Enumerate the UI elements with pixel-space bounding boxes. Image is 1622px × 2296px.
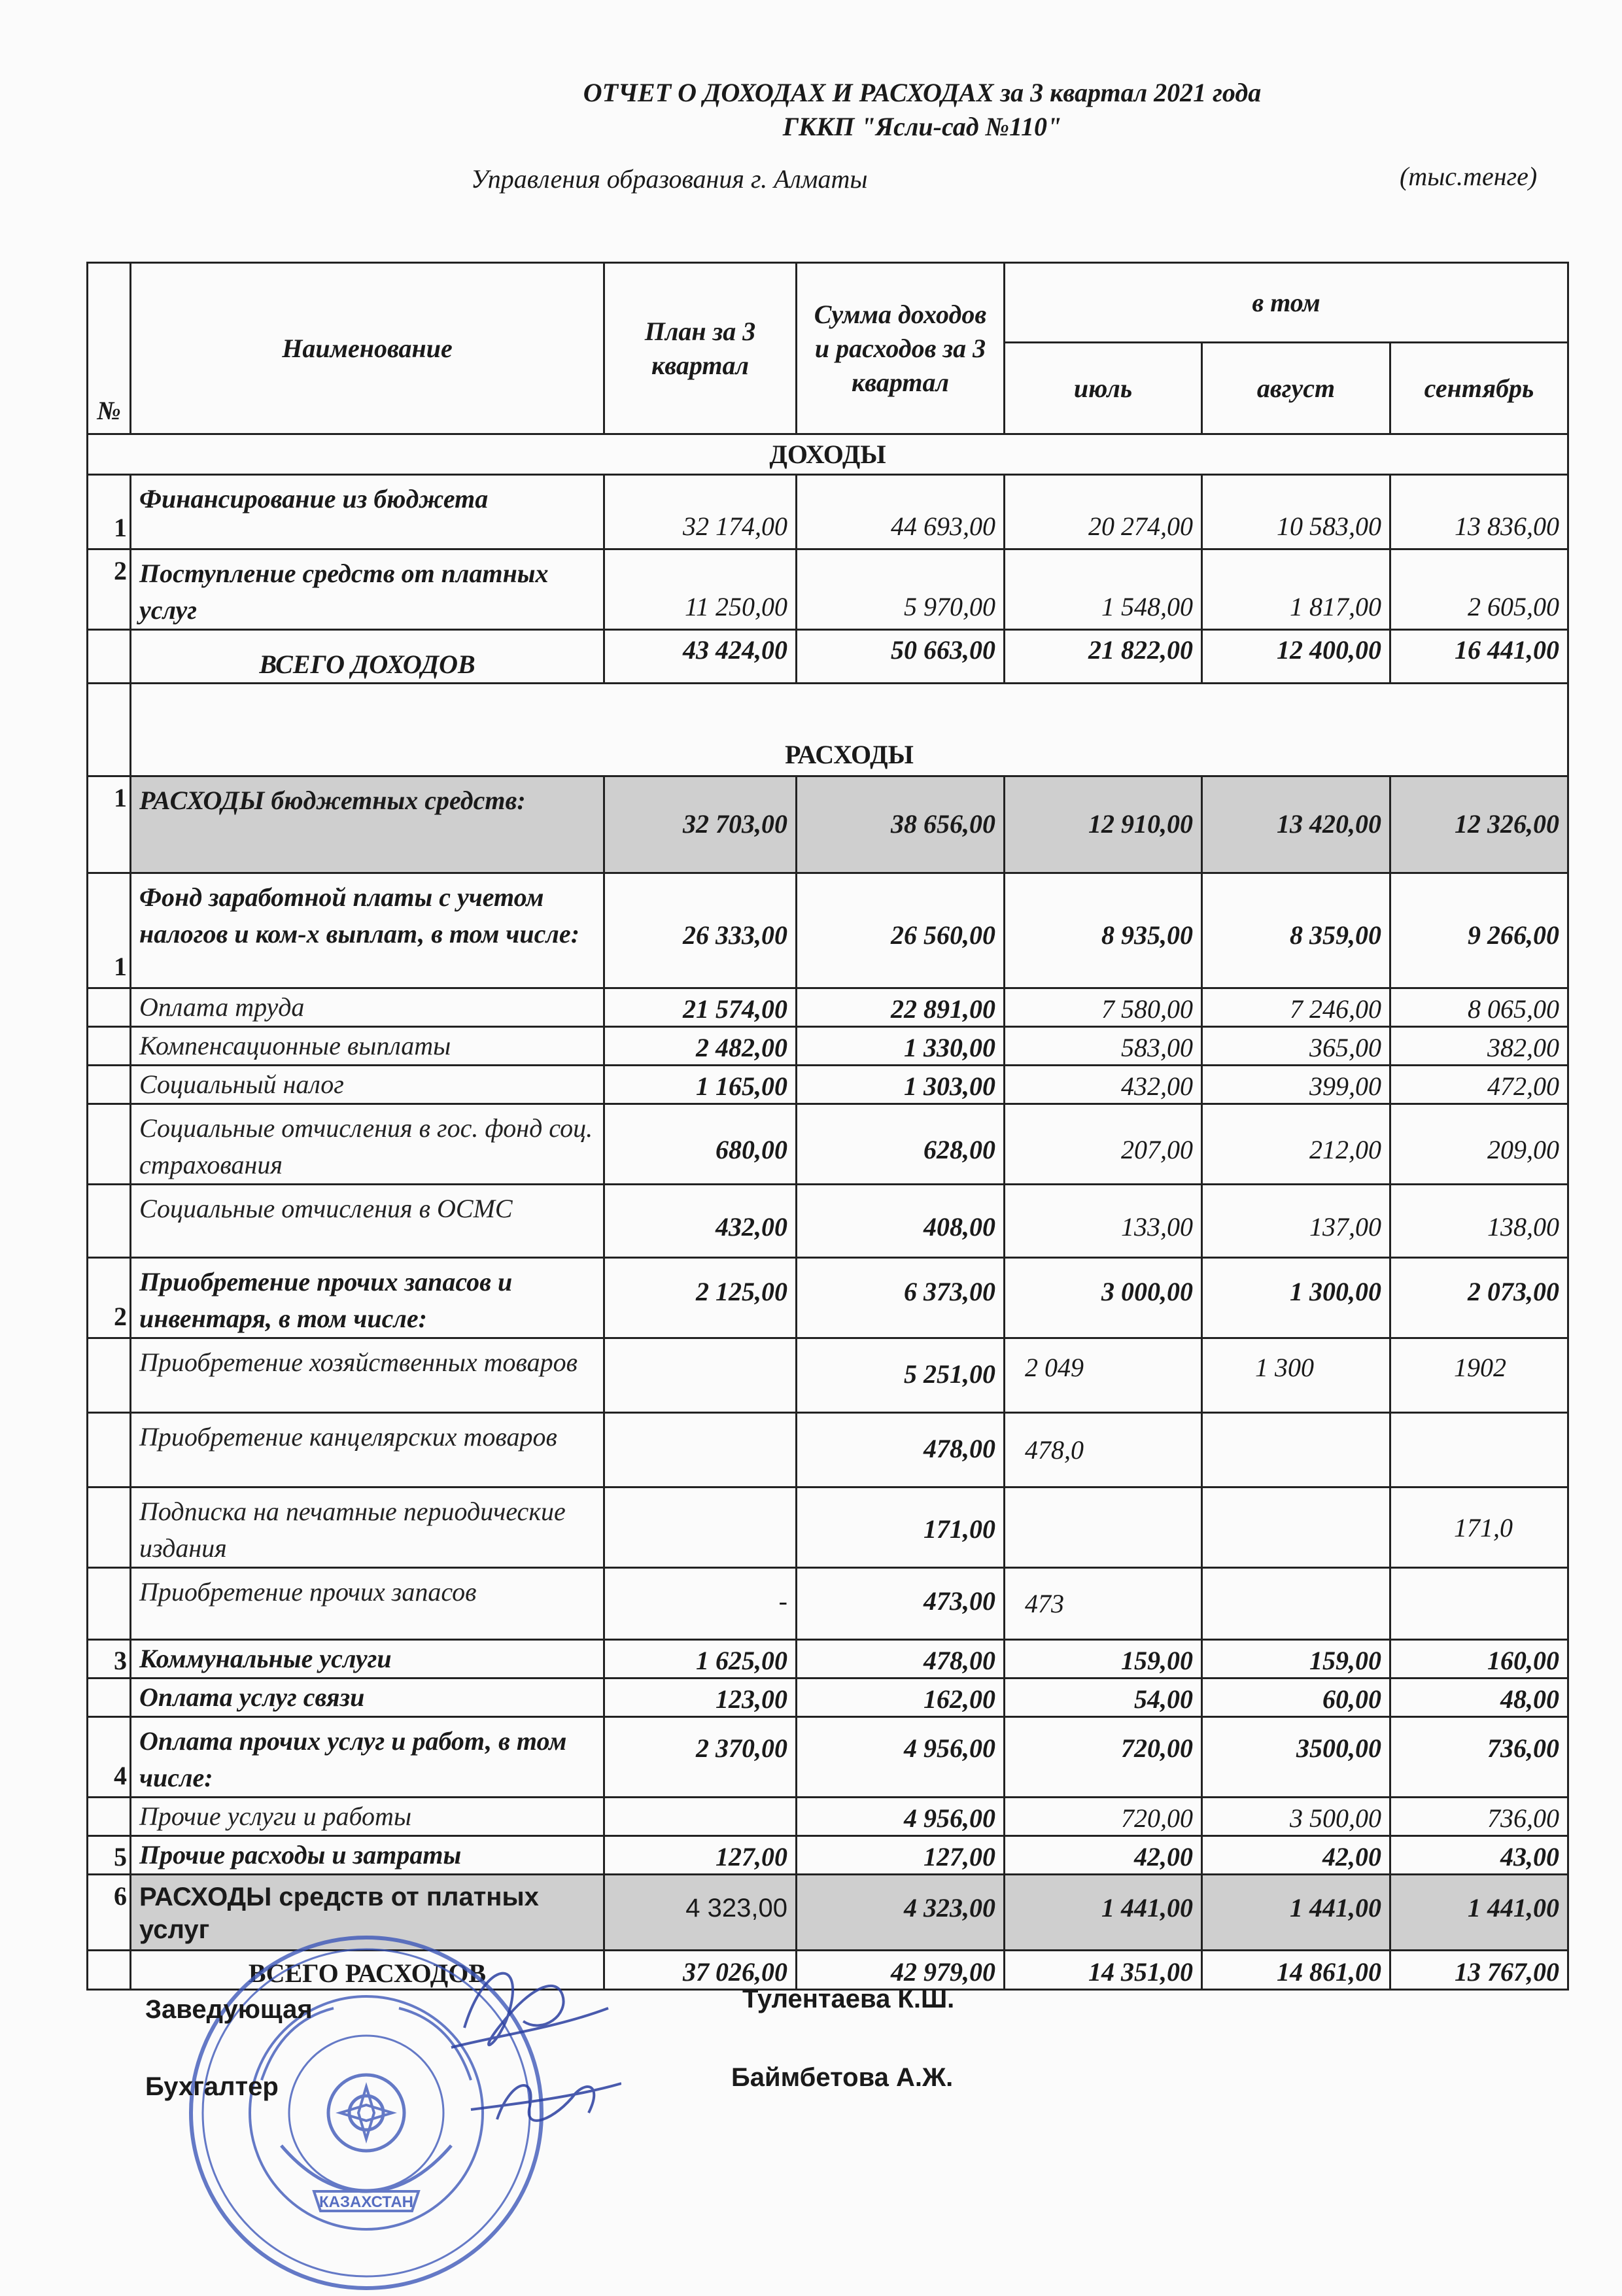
cell-jul: 42,00: [1005, 1836, 1202, 1875]
cell-aug: 399,00: [1202, 1066, 1390, 1104]
cell-jul: 207,00: [1005, 1104, 1202, 1185]
cell-jul: 473: [1005, 1568, 1202, 1640]
cell-aug: 12 400,00: [1202, 630, 1390, 684]
cell-plan: 432,00: [604, 1185, 797, 1258]
cell-sep: 209,00: [1390, 1104, 1568, 1185]
cell-plan: 26 333,00: [604, 873, 797, 988]
table-row: [88, 1836, 1568, 1875]
cell-sum: 127,00: [797, 1836, 1005, 1875]
cell-sum: 478,00: [797, 1413, 1005, 1487]
cell-sep: 160,00: [1390, 1640, 1568, 1679]
cell-sum: 628,00: [797, 1104, 1005, 1185]
table-row: [88, 1413, 1568, 1487]
head-role: Заведующая: [145, 1995, 313, 2024]
table-row: [88, 776, 1568, 873]
cell-jul: [1005, 1487, 1202, 1568]
cell-sum: 4 956,00: [797, 1717, 1005, 1798]
cell-sep: 472,00: [1390, 1066, 1568, 1104]
accountant-role: Бухгалтер: [145, 2072, 279, 2101]
cell-aug: 8 359,00: [1202, 873, 1390, 988]
head-name: Тулентаева К.Ш.: [742, 1985, 955, 2013]
row-name: Финансирование из бюджета: [131, 475, 604, 549]
row-name: Оплата труда: [131, 988, 604, 1027]
col-sep: сентябрь: [1390, 343, 1568, 434]
cell-sum: 42 979,00: [797, 1951, 1005, 1990]
row-no: 1: [88, 873, 131, 988]
row-name: Приобретение прочих запасов: [131, 1568, 604, 1640]
table-row: [88, 1568, 1568, 1640]
cell-plan: 32 174,00: [604, 475, 797, 549]
col-name: Наименование: [131, 263, 604, 434]
department: Управления образования г. Алматы: [471, 164, 868, 194]
row-no: 5: [88, 1836, 131, 1875]
cell-sum: 38 656,00: [797, 776, 1005, 873]
cell-aug: 10 583,00: [1202, 475, 1390, 549]
cell-aug: 13 420,00: [1202, 776, 1390, 873]
cell-sum: 6 373,00: [797, 1258, 1005, 1338]
cell-sep: 1902: [1390, 1338, 1568, 1413]
cell-aug: 137,00: [1202, 1185, 1390, 1258]
cell-plan: [604, 1487, 797, 1568]
cell-plan: 2 125,00: [604, 1258, 797, 1338]
row-name: Оплата прочих услуг и работ, в том числе:: [131, 1717, 604, 1798]
row-no: 1: [88, 776, 131, 873]
cell-plan: 43 424,00: [604, 630, 797, 684]
cell-sum: 162,00: [797, 1679, 1005, 1717]
cell-sep: 1 441,00: [1390, 1875, 1568, 1951]
row-name: Приобретение хозяйственных товаров: [131, 1338, 604, 1413]
row-no: 2: [88, 549, 131, 630]
cell-sep: 171,0: [1390, 1487, 1568, 1568]
cell-sep: 2 605,00: [1390, 549, 1568, 630]
cell-aug: 14 861,00: [1202, 1951, 1390, 1990]
cell-plan: [604, 1798, 797, 1836]
cell-sep: 48,00: [1390, 1679, 1568, 1717]
row-no: [88, 1679, 131, 1717]
report-table: [86, 262, 1569, 1991]
cell-sep: [1390, 1413, 1568, 1487]
row-name: Оплата услуг связи: [131, 1679, 604, 1717]
cell-jul: 2 049: [1005, 1338, 1202, 1413]
cell-plan: [604, 1338, 797, 1413]
cell-sum: 478,00: [797, 1640, 1005, 1679]
cell-sep: 9 266,00: [1390, 873, 1568, 988]
table-row: [88, 1487, 1568, 1568]
row-no: 2: [88, 1258, 131, 1338]
row-name: Подписка на печатные периодические издания: [131, 1487, 604, 1568]
table-row: [88, 1338, 1568, 1413]
col-aug: август: [1202, 343, 1390, 434]
row-no: 6: [88, 1875, 131, 1951]
stamp-text: КАЗАХСТАН: [319, 2193, 413, 2211]
cell-aug: 3500,00: [1202, 1717, 1390, 1798]
cell-sep: 382,00: [1390, 1027, 1568, 1066]
row-name: Социальные отчисления в гос. фонд соц. страхования: [131, 1104, 604, 1185]
row-name: Коммунальные услуги: [131, 1640, 604, 1679]
cell-plan: 2 370,00: [604, 1717, 797, 1798]
cell-plan: 37 026,00: [604, 1951, 797, 1990]
cell-jul: 20 274,00: [1005, 475, 1202, 549]
cell-plan: 2 482,00: [604, 1027, 797, 1066]
table-row: [88, 1717, 1568, 1798]
cell-aug: [1202, 1487, 1390, 1568]
cell-plan: 32 703,00: [604, 776, 797, 873]
cell-aug: 365,00: [1202, 1027, 1390, 1066]
row-name: Прочие услуги и работы: [131, 1798, 604, 1836]
row-no: 4: [88, 1717, 131, 1798]
cell-plan: 127,00: [604, 1836, 797, 1875]
cell-plan: 4 323,00: [604, 1875, 797, 1951]
table-row: [88, 873, 1568, 988]
cell-sep: 13 767,00: [1390, 1951, 1568, 1990]
cell-jul: 133,00: [1005, 1185, 1202, 1258]
cell-jul: 1 548,00: [1005, 549, 1202, 630]
table-row: [88, 1679, 1568, 1717]
row-name: Социальный налог: [131, 1066, 604, 1104]
row-name: РАСХОДЫ бюджетных средств:: [131, 776, 604, 873]
table-row: [88, 1104, 1568, 1185]
row-name: Приобретение прочих запасов и инвентаря, в том числе:: [131, 1258, 604, 1338]
cell-sum: 26 560,00: [797, 873, 1005, 988]
col-no: №: [88, 263, 131, 434]
cell-sum: 4 323,00: [797, 1875, 1005, 1951]
cell-aug: 1 817,00: [1202, 549, 1390, 630]
cell-plan: 680,00: [604, 1104, 797, 1185]
expense-section-title: РАСХОДЫ: [131, 684, 1568, 776]
cell-sep: 43,00: [1390, 1836, 1568, 1875]
cell-sep: [1390, 1568, 1568, 1640]
cell-jul: 14 351,00: [1005, 1951, 1202, 1990]
row-name: Фонд заработной платы с учетом налогов и ком-х выплат, в том числе:: [131, 873, 604, 988]
units-note: (тыс.тенге): [1400, 162, 1538, 191]
cell-plan: 1 625,00: [604, 1640, 797, 1679]
report-title: ОТЧЕТ О ДОХОДАХ И РАСХОДАХ за 3 квартал 2021 года: [583, 78, 1262, 107]
cell-sep: 2 073,00: [1390, 1258, 1568, 1338]
cell-plan: -: [604, 1568, 797, 1640]
cell-sum: 1 330,00: [797, 1027, 1005, 1066]
table-row: [88, 1066, 1568, 1104]
cell-sum: 50 663,00: [797, 630, 1005, 684]
cell-jul: 583,00: [1005, 1027, 1202, 1066]
cell-aug: 42,00: [1202, 1836, 1390, 1875]
row-name: Прочие расходы и затраты: [131, 1836, 604, 1875]
table-row: [88, 475, 1568, 549]
row-no: 3: [88, 1640, 131, 1679]
cell-jul: 3 000,00: [1005, 1258, 1202, 1338]
cell-jul: 159,00: [1005, 1640, 1202, 1679]
cell-jul: 21 822,00: [1005, 630, 1202, 684]
cell-aug: [1202, 1568, 1390, 1640]
cell-sep: 138,00: [1390, 1185, 1568, 1258]
table-row: [88, 1027, 1568, 1066]
cell-plan: 11 250,00: [604, 549, 797, 630]
accountant-name: Баймбетова А.Ж.: [731, 2063, 954, 2092]
cell-sum: 4 956,00: [797, 1798, 1005, 1836]
cell-plan: 123,00: [604, 1679, 797, 1717]
cell-sep: 12 326,00: [1390, 776, 1568, 873]
cell-aug: 3 500,00: [1202, 1798, 1390, 1836]
cell-aug: 7 246,00: [1202, 988, 1390, 1027]
cell-aug: 159,00: [1202, 1640, 1390, 1679]
cell-sum: 44 693,00: [797, 475, 1005, 549]
cell-sep: 16 441,00: [1390, 630, 1568, 684]
row-name: Компенсационные выплаты: [131, 1027, 604, 1066]
row-name: Поступление средств от платных услуг: [131, 549, 604, 630]
cell-sep: 13 836,00: [1390, 475, 1568, 549]
cell-aug: 60,00: [1202, 1679, 1390, 1717]
table-row: [88, 1640, 1568, 1679]
cell-plan: 21 574,00: [604, 988, 797, 1027]
table-row: [88, 1258, 1568, 1338]
cell-sep: 736,00: [1390, 1717, 1568, 1798]
cell-aug: 1 300: [1202, 1338, 1390, 1413]
cell-jul: 54,00: [1005, 1679, 1202, 1717]
row-name: ВСЕГО РАСХОДОВ: [131, 1951, 604, 1990]
signature-icon: [425, 1949, 621, 2146]
cell-jul: 1 441,00: [1005, 1875, 1202, 1951]
cell-jul: 12 910,00: [1005, 776, 1202, 873]
cell-jul: 8 935,00: [1005, 873, 1202, 988]
cell-sum: 171,00: [797, 1487, 1005, 1568]
cell-plan: 1 165,00: [604, 1066, 797, 1104]
row-name: РАСХОДЫ средств от платных услуг: [131, 1875, 604, 1951]
col-sum: Сумма доходов и расходов за 3 квартал: [797, 263, 1005, 434]
table-row: [88, 988, 1568, 1027]
cell-aug: 212,00: [1202, 1104, 1390, 1185]
cell-jul: 720,00: [1005, 1717, 1202, 1798]
col-group: в том: [1005, 263, 1568, 343]
cell-jul: 7 580,00: [1005, 988, 1202, 1027]
cell-jul: 720,00: [1005, 1798, 1202, 1836]
cell-jul: 432,00: [1005, 1066, 1202, 1104]
cell-jul: 478,0: [1005, 1413, 1202, 1487]
income-section-title: ДОХОДЫ: [88, 434, 1568, 475]
cell-sum: 473,00: [797, 1568, 1005, 1640]
row-name: Приобретение канцелярских товаров: [131, 1413, 604, 1487]
income-total-row: [88, 630, 1568, 684]
table-row: [88, 1185, 1568, 1258]
cell-sum: 5 251,00: [797, 1338, 1005, 1413]
row-name: Социальные отчисления в ОСМС: [131, 1185, 604, 1258]
cell-sep: 8 065,00: [1390, 988, 1568, 1027]
cell-aug: [1202, 1413, 1390, 1487]
table-row: [88, 1798, 1568, 1836]
cell-sum: 408,00: [797, 1185, 1005, 1258]
cell-sep: 736,00: [1390, 1798, 1568, 1836]
cell-sum: 22 891,00: [797, 988, 1005, 1027]
row-no: 1: [88, 475, 131, 549]
organization-name: ГККП "Ясли-сад №110": [782, 112, 1062, 141]
cell-sum: 5 970,00: [797, 549, 1005, 630]
col-jul: июль: [1005, 343, 1202, 434]
cell-aug: 1 441,00: [1202, 1875, 1390, 1951]
cell-sum: 1 303,00: [797, 1066, 1005, 1104]
cell-aug: 1 300,00: [1202, 1258, 1390, 1338]
col-plan: План за 3 квартал: [604, 263, 797, 434]
table-row: [88, 549, 1568, 630]
row-name: ВСЕГО ДОХОДОВ: [131, 630, 604, 684]
cell-plan: [604, 1413, 797, 1487]
